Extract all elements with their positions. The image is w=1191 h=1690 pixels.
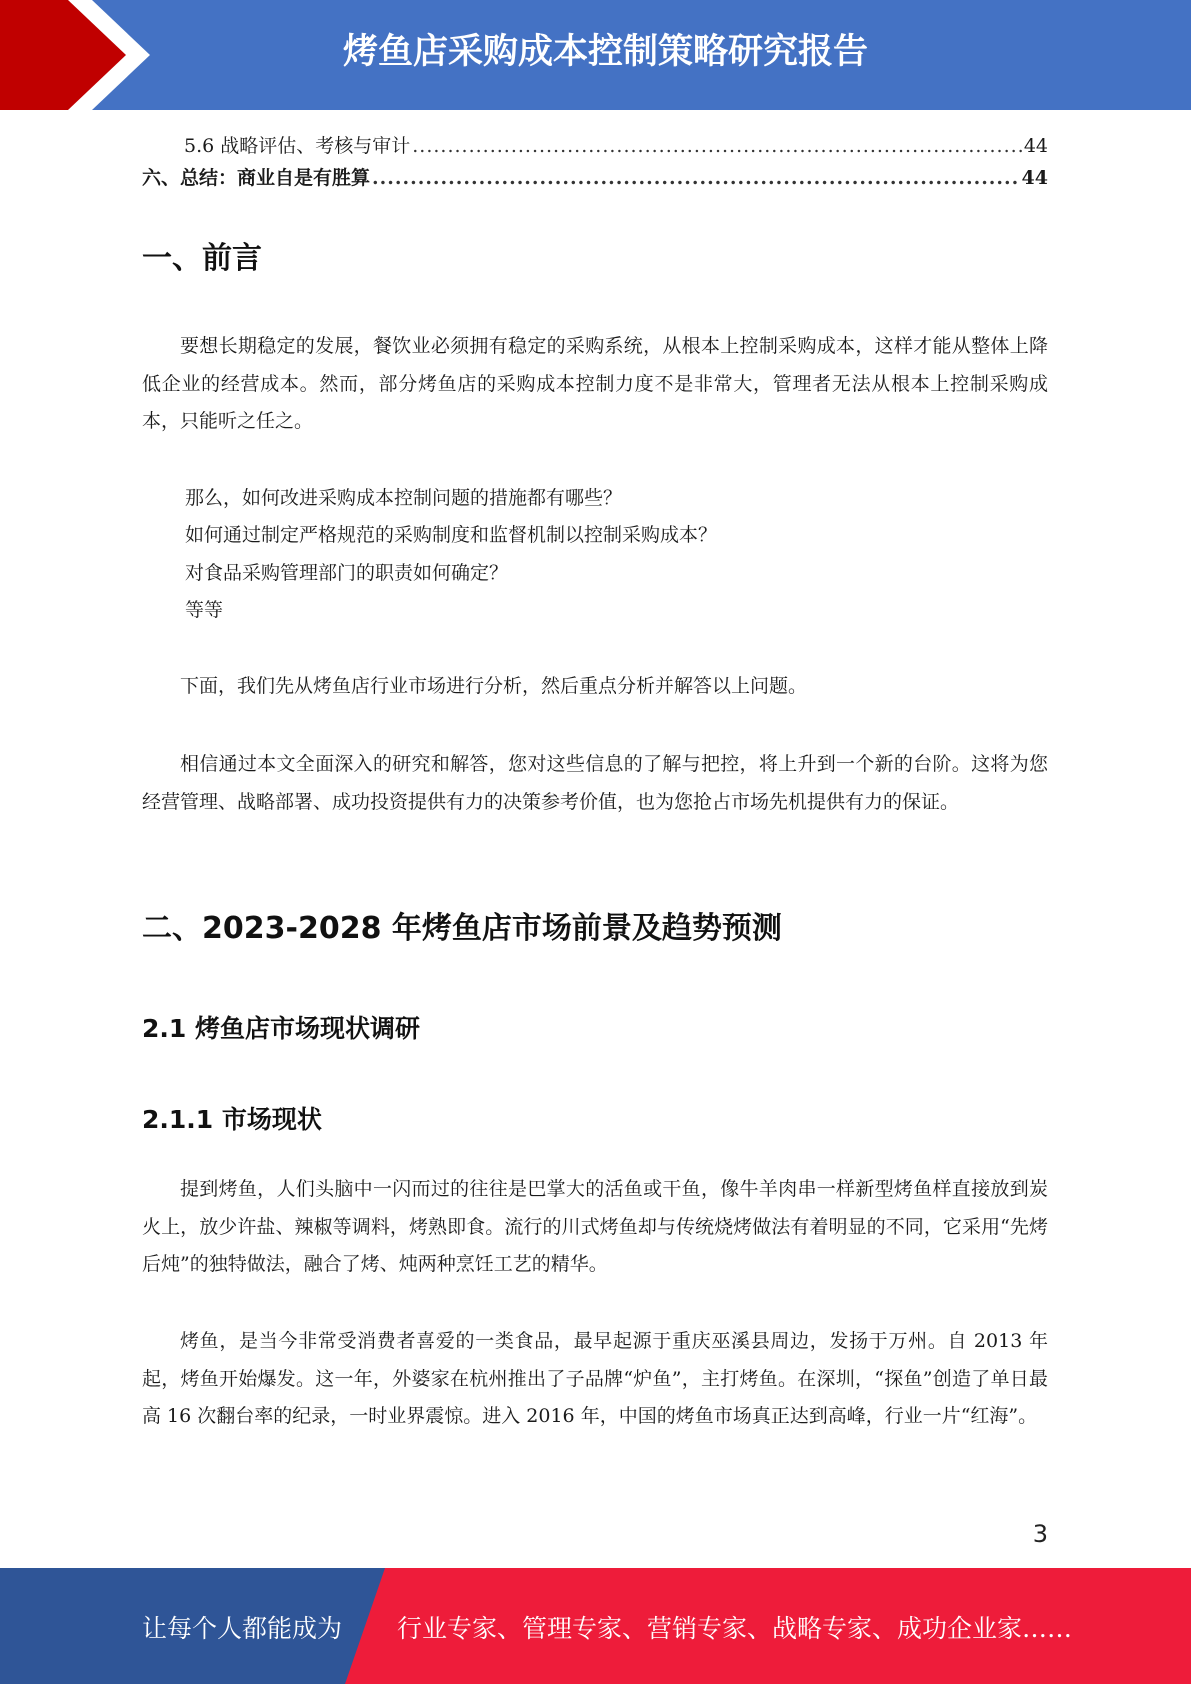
toc-entry-5-6[interactable] [142,131,1048,158]
footer-slogan-left: 让每个人都能成为 [142,1614,343,1643]
page-header [0,0,1191,110]
market-status-paragraph-2: 烤鱼，是当今非常受消费者喜爱的一类食品，最早起源于重庆巫溪县周边，发扬于万州。自 2013 年起，烤鱼开始爆发。这一年，外婆家在杭州推出了子品牌“炉鱼”，主打烤鱼。在深圳，“探鱼”创造了单日最高 16 次翻台率的纪录，一时业界震惊。进入 2016 年，中国的烤鱼市场真正达到高峰，行业一片“红海”。 [142,1330,1048,1427]
question-line-4: 等等 [185,599,224,621]
report-title: 烤鱼店采购成本控制策略研究报告 [342,32,868,72]
toc-leader-dots [372,167,1020,189]
subsection-heading-2-1-1: 2.1.1 市场现状 [142,1105,322,1134]
section-heading-market-outlook: 二、2023-2028 年烤鱼店市场前景及趋势预测 [142,911,782,946]
question-line-2: 如何通过制定严格规范的采购制度和监督机制以控制采购成本？ [185,524,718,546]
question-line-3: 对食品采购管理部门的职责如何确定？ [185,562,509,584]
toc-entry-page: 44 [1023,135,1048,157]
toc-entry-label: 六、总结：商业自是有胜算 [142,167,371,189]
page-footer [0,1568,1191,1684]
section-heading-preface: 一、前言 [142,241,262,276]
toc-entry-6[interactable] [142,163,1048,190]
toc-leader-dots [412,135,1022,157]
preface-paragraph-3: 相信通过本文全面深入的研究和解答，您对这些信息的了解与把控，将上升到一个新的台阶。这将为您经营管理、战略部署、成功投资提供有力的决策参考价值，也为您抢占市场先机提供有力的保证。 [142,753,1048,813]
market-status-paragraph-1: 提到烤鱼，人们头脑中一闪而过的往往是巴掌大的活鱼或干鱼，像牛羊肉串一样新型烤鱼样直接放到炭火上，放少许盐、辣椒等调料，烤熟即食。流行的川式烤鱼却与传统烧烤做法有着明显的不同，它采用“先烤后炖”的独特做法，融合了烤、炖两种烹饪工艺的精华。 [142,1178,1048,1275]
preface-paragraph-1: 要想长期稳定的发展，餐饮业必须拥有稳定的采购系统，从根本上控制采购成本，这样才能从整体上降低企业的经营成本。然而，部分烤鱼店的采购成本控制力度不是非常大，管理者无法从根本上控制采购成本，只能听之任之。 [142,335,1048,432]
question-line-1: 那么，如何改进采购成本控制问题的措施都有哪些？ [185,487,623,509]
footer-slogan-right: 行业专家、管理专家、营销专家、战略专家、成功企业家…… [397,1614,1073,1643]
toc-entry-label: 5.6 战略评估、考核与审计 [184,135,411,157]
preface-paragraph-2: 下面，我们先从烤鱼店行业市场进行分析，然后重点分析并解答以上问题。 [180,675,808,697]
page-number: 3 [1032,1520,1048,1548]
subsection-heading-2-1: 2.1 烤鱼店市场现状调研 [142,1014,420,1043]
toc-entry-page: 44 [1021,167,1048,189]
